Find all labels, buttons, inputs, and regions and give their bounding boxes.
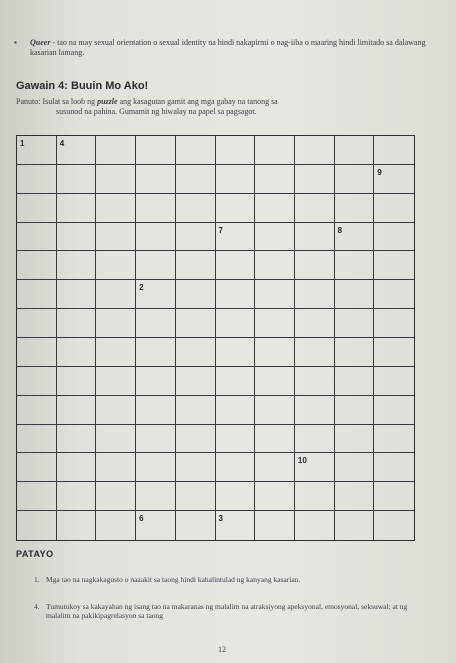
grid-cell xyxy=(57,223,97,252)
grid-cell xyxy=(255,251,295,280)
grid-cell xyxy=(216,425,256,454)
grid-cell xyxy=(255,309,295,338)
grid-cell xyxy=(57,511,97,540)
patayo-heading: PATAYO xyxy=(16,549,54,559)
clue-number-label: 9 xyxy=(377,167,382,177)
grid-cell xyxy=(96,280,136,309)
grid-cell xyxy=(295,511,335,540)
grid-cell xyxy=(216,338,256,367)
grid-cell xyxy=(176,396,216,425)
grid-cell xyxy=(17,453,57,482)
grid-cell xyxy=(176,165,216,194)
grid-cell xyxy=(216,482,256,511)
grid-cell xyxy=(17,482,57,511)
queer-definition-text: - tao na may sexual orientation o sexual identity na hindi nakapirmi o nag-iiba o maaring hindi limitado sa dalawang kasarian lamang. xyxy=(30,38,426,57)
grid-cell xyxy=(374,280,414,309)
grid-cell xyxy=(255,425,295,454)
grid-cell xyxy=(17,511,57,540)
grid-cell xyxy=(255,453,295,482)
instructions xyxy=(16,97,426,117)
grid-cell xyxy=(136,511,176,540)
grid-cell xyxy=(96,511,136,540)
grid-cell xyxy=(96,367,136,396)
grid-cell xyxy=(374,511,414,540)
grid-cell xyxy=(17,367,57,396)
clue-number-label: 7 xyxy=(218,225,223,235)
grid-cell xyxy=(176,251,216,280)
grid-cell xyxy=(17,223,57,252)
grid-cell xyxy=(17,194,57,223)
grid-cell xyxy=(295,136,335,165)
grid-cell xyxy=(17,396,57,425)
grid-cell xyxy=(17,136,57,165)
page-number: 12 xyxy=(218,645,226,654)
grid-cell xyxy=(136,482,176,511)
grid-cell xyxy=(335,136,375,165)
grid-cell xyxy=(216,367,256,396)
activity-heading: Gawain 4: Buuin Mo Ako! xyxy=(16,80,149,92)
grid-cell xyxy=(136,223,176,252)
grid-cell xyxy=(136,136,176,165)
grid-cell xyxy=(176,367,216,396)
grid-cell xyxy=(57,280,97,309)
grid-cell xyxy=(255,136,295,165)
grid-cell xyxy=(136,309,176,338)
clue-number: 1. xyxy=(34,575,40,584)
grid-cell xyxy=(374,425,414,454)
clue-text: Mga tao na nagkakagusto o naaakit sa taong hindi kahalintulad ng kanyang kasarian. xyxy=(46,575,301,584)
grid-cell xyxy=(17,338,57,367)
grid-cell xyxy=(374,482,414,511)
grid-cell xyxy=(57,251,97,280)
crossword-grid xyxy=(17,136,414,540)
grid-cell xyxy=(136,165,176,194)
clue-number-label: 10 xyxy=(297,456,307,466)
grid-cell xyxy=(96,482,136,511)
grid-cell xyxy=(255,338,295,367)
grid-cell xyxy=(96,223,136,252)
grid-cell xyxy=(96,251,136,280)
grid-cell xyxy=(255,280,295,309)
grid-cell xyxy=(255,223,295,252)
grid-cell xyxy=(57,396,97,425)
grid-cell xyxy=(57,425,97,454)
grid-cell xyxy=(335,223,375,252)
grid-cell xyxy=(335,165,375,194)
grid-cell xyxy=(335,425,375,454)
grid-cell xyxy=(335,367,375,396)
grid-cell xyxy=(335,453,375,482)
grid-cell xyxy=(374,367,414,396)
clue-number-label: 8 xyxy=(337,225,343,235)
grid-cell xyxy=(176,280,216,309)
grid-cell xyxy=(295,453,335,482)
clue-number-label: 3 xyxy=(218,514,223,524)
grid-cell xyxy=(295,251,335,280)
grid-cell xyxy=(96,338,136,367)
grid-cell xyxy=(335,482,375,511)
grid-cell xyxy=(374,165,414,194)
grid-cell xyxy=(255,165,295,194)
grid-cell xyxy=(176,194,216,223)
grid-cell xyxy=(57,136,97,165)
grid-cell xyxy=(216,251,256,280)
crossword-puzzle xyxy=(16,135,415,541)
grid-cell xyxy=(216,453,256,482)
grid-cell xyxy=(216,309,256,338)
clue-4 xyxy=(16,602,428,620)
grid-cell xyxy=(176,453,216,482)
grid-cell xyxy=(216,136,256,165)
grid-cell xyxy=(57,367,97,396)
grid-cell xyxy=(374,396,414,425)
grid-cell xyxy=(136,194,176,223)
clue-number-label: 1 xyxy=(20,139,25,148)
grid-cell xyxy=(176,136,216,165)
clue-1 xyxy=(16,575,428,584)
grid-cell xyxy=(216,280,256,309)
grid-cell xyxy=(374,453,414,482)
grid-cell xyxy=(136,280,176,309)
puzzle-word: puzzle xyxy=(97,97,118,106)
term-queer: Queer xyxy=(30,38,51,47)
grid-cell xyxy=(136,453,176,482)
grid-cell xyxy=(295,338,335,367)
clue-number-label: 6 xyxy=(139,514,144,524)
grid-cell xyxy=(136,338,176,367)
grid-cell xyxy=(374,136,414,165)
instructions-line1: Panuto: Isulat sa loob ng puzzle ang kasagutan gamit ang mga gabay na tanong sa xyxy=(16,97,278,106)
grid-cell xyxy=(335,309,375,338)
bullet-point: ▪ xyxy=(14,38,17,47)
grid-cell xyxy=(96,425,136,454)
grid-cell xyxy=(96,309,136,338)
grid-cell xyxy=(295,280,335,309)
grid-cell xyxy=(255,482,295,511)
grid-cell xyxy=(57,482,97,511)
grid-cell xyxy=(176,309,216,338)
grid-cell xyxy=(96,165,136,194)
grid-cell xyxy=(216,165,256,194)
grid-cell xyxy=(176,338,216,367)
grid-cell xyxy=(96,136,136,165)
grid-cell xyxy=(295,367,335,396)
grid-cell xyxy=(57,165,97,194)
clue-number-label: 2 xyxy=(139,283,144,293)
grid-cell xyxy=(176,511,216,540)
clue-number: 4. xyxy=(34,602,40,611)
grid-cell xyxy=(17,425,57,454)
grid-cell xyxy=(176,482,216,511)
instructions-line2: susunod na pahina. Gumamit ng hiwalay na papel sa pagsagot. xyxy=(56,107,257,116)
grid-cell xyxy=(295,425,335,454)
grid-cell xyxy=(255,194,295,223)
grid-cell xyxy=(374,223,414,252)
grid-cell xyxy=(176,223,216,252)
grid-cell xyxy=(57,453,97,482)
grid-cell xyxy=(335,194,375,223)
grid-cell xyxy=(17,280,57,309)
grid-cell xyxy=(57,194,97,223)
grid-cell xyxy=(374,194,414,223)
grid-cell xyxy=(17,251,57,280)
grid-cell xyxy=(335,280,375,309)
grid-cell xyxy=(255,511,295,540)
grid-cell xyxy=(335,511,375,540)
grid-cell xyxy=(295,309,335,338)
clue-number-label: 4 xyxy=(59,139,65,148)
grid-cell xyxy=(136,367,176,396)
grid-cell xyxy=(216,194,256,223)
grid-cell xyxy=(295,396,335,425)
grid-cell xyxy=(96,194,136,223)
grid-cell xyxy=(96,453,136,482)
grid-cell xyxy=(17,309,57,338)
grid-cell xyxy=(335,396,375,425)
grid-cell xyxy=(96,396,136,425)
grid-cell xyxy=(335,251,375,280)
grid-cell xyxy=(216,396,256,425)
grid-cell xyxy=(295,482,335,511)
grid-cell xyxy=(136,396,176,425)
grid-cell xyxy=(57,338,97,367)
clue-text: Tumutukoy sa kakayahan ng isang tao na makaranas ng malalim na atraksiyong apeksyonal, emosyonal, seksuwal; at ng malalim na pakikipagrelasyon sa taong xyxy=(46,602,408,620)
grid-cell xyxy=(374,338,414,367)
grid-cell xyxy=(176,425,216,454)
grid-cell xyxy=(295,165,335,194)
grid-cell xyxy=(136,425,176,454)
grid-cell xyxy=(374,309,414,338)
grid-cell xyxy=(295,194,335,223)
grid-cell xyxy=(216,223,256,252)
grid-cell xyxy=(136,251,176,280)
grid-cell xyxy=(295,223,335,252)
grid-cell xyxy=(57,309,97,338)
grid-cell xyxy=(374,251,414,280)
grid-cell xyxy=(255,396,295,425)
grid-cell xyxy=(17,165,57,194)
grid-cell xyxy=(255,367,295,396)
grid-cell xyxy=(216,511,256,540)
grid-cell xyxy=(335,338,375,367)
queer-definition xyxy=(16,38,441,58)
